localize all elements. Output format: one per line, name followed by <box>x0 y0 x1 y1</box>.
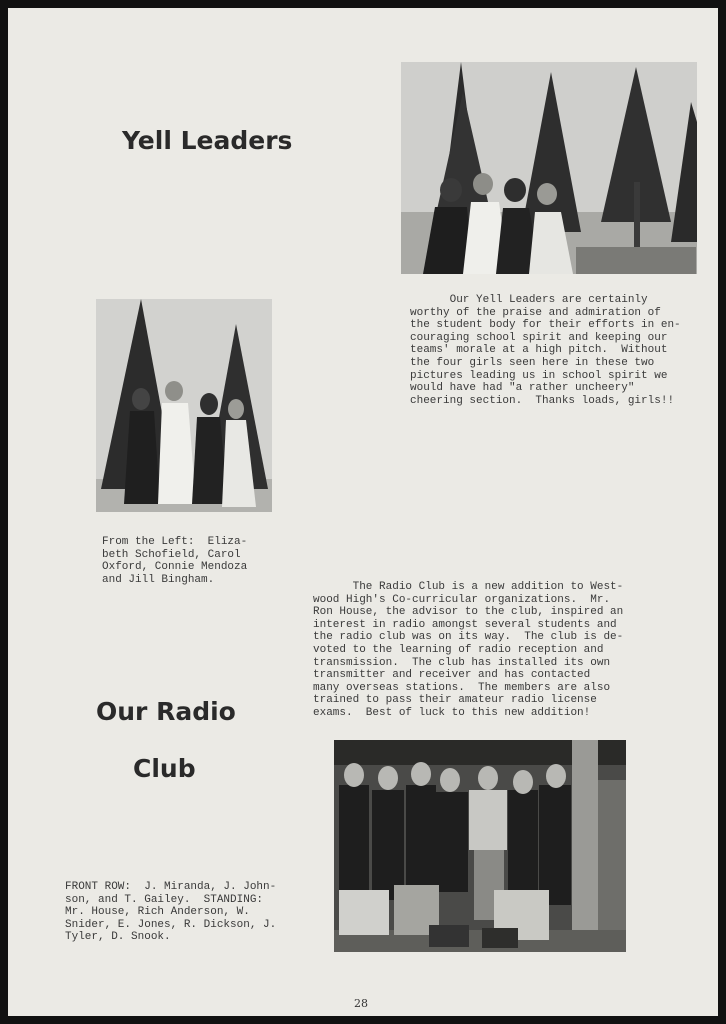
radio-club-description: The Radio Club is a new addition to West- wood High's Co-curricular organizations. Mr. Ron House, the advisor to the club, inspired an interest in radio amongst several students and the radio club was on its way. The club is de- voted to the learning of radio reception and transmission. The club has installed its own transmitter and receiver and has contacted many overseas stations. The members are also trained to pass their amateur radio license exams. Best of luck to this new addition! <box>313 581 624 719</box>
yell-leaders-description: Our Yell Leaders are certainly worthy of the praise and admiration of the student body for their efforts in en- couraging school spirit and keeping our teams' morale at a high pitch. Without the four girls seen here in these two pictures leading us in school spirit we would have had "a rather uncheery" cheering section. Thanks loads, girls!! <box>410 294 681 407</box>
yell-leaders-heading: Yell Leaders <box>122 126 293 155</box>
radio-club-heading-line2: Club <box>133 754 196 783</box>
yearbook-page <box>8 8 718 1016</box>
yell-leaders-caption: From the Left: Eliza- beth Schofield, Carol Oxford, Connie Mendoza and Jill Bingham. <box>102 536 248 586</box>
radio-club-heading-line1: Our Radio <box>96 697 236 726</box>
yell-leaders-seated-photo <box>401 62 697 274</box>
radio-club-caption: FRONT ROW: J. Miranda, J. John- son, and T. Gailey. STANDING: Mr. House, Rich Anderson, W. Snider, E. Jones, R. Dickson, J. Tyler, D. Snook. <box>65 881 277 944</box>
yell-leaders-standing-photo <box>96 299 272 512</box>
page-number: 28 <box>354 997 368 1010</box>
radio-club-photo <box>334 740 626 952</box>
